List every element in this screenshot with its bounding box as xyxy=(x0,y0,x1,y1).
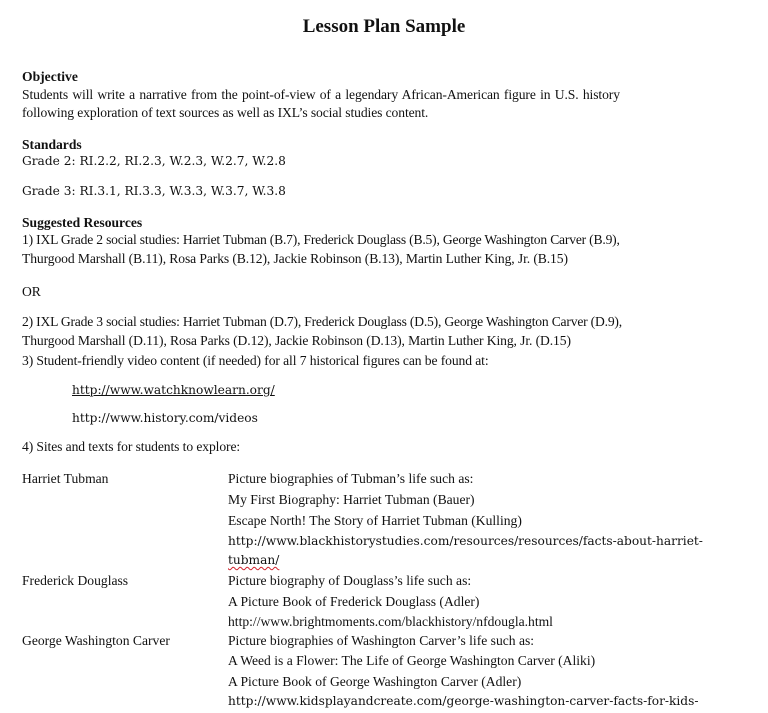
objective-heading: Objective xyxy=(22,69,78,84)
standards-grade-3: Grade 3: RI.3.1, RI.3.3, W.3.3, W.3.7, W.3.8 xyxy=(22,184,286,198)
resource-item-4: 4) Sites and texts for students to explore: xyxy=(22,439,241,454)
figure-text-line: Picture biographies of Tubman’s life such as: xyxy=(228,471,474,486)
figure-text-line: Picture biography of Douglass’s life such as: xyxy=(228,573,472,588)
objective-text-line: Students will write a narrative from the point-of-view of a legendary African-American figure in U.S. history xyxy=(22,87,620,102)
standards-grade-2: Grade 2: RI.2.2, RI.2.3, W.2.3, W.2.7, W.2.8 xyxy=(22,154,286,168)
figure-link[interactable]: http://www.kidsplayandcreate.com/george-washington-carver-facts-for-kids- xyxy=(228,694,699,708)
figure-name: George Washington Carver xyxy=(22,633,170,648)
book-title-escape-north: Escape North! The Story of Harriet Tubman (Kulling) xyxy=(228,513,522,528)
figure-text-line: A Picture Book of George Washington Carver (Adler) xyxy=(228,674,522,689)
resource-item-1-line: 1) IXL Grade 2 social studies: Harriet Tubman (B.7), Frederick Douglass (B.5), George Washington Carver (B.9), xyxy=(22,232,620,247)
resource-item-1-line: Thurgood Marshall (B.11), Rosa Parks (B.12), Jackie Robinson (B.13), Martin Luther King, Jr. (B.15) xyxy=(22,251,568,266)
page-title: Lesson Plan Sample xyxy=(302,16,466,37)
figure-text-line: A Picture Book of Frederick Douglass (Adler) xyxy=(228,594,480,609)
objective-text-line: following exploration of text sources as well as IXL’s social studies content. xyxy=(22,105,429,120)
figure-text-line: Picture biographies of Washington Carver’s life such as: xyxy=(228,633,535,648)
figure-link[interactable]: http://www.brightmoments.com/blackhistory/nfdougla.html xyxy=(228,614,553,629)
figure-text-line xyxy=(228,513,522,529)
standards-heading: Standards xyxy=(22,137,82,152)
spellcheck-underline-word: tubman/ xyxy=(228,553,280,567)
figure-text-line: My First Biography: Harriet Tubman (Bauer) xyxy=(228,492,475,507)
figure-link[interactable]: http://www.blackhistorystudies.com/resources/resources/facts-about-harriet- xyxy=(228,534,703,548)
figure-name: Harriet Tubman xyxy=(22,471,109,486)
figure-link-continued[interactable] xyxy=(228,553,279,567)
resource-item-3: 3) Student-friendly video content (if needed) for all 7 historical figures can be found at: xyxy=(22,353,489,368)
resource-item-2-line: 2) IXL Grade 3 social studies: Harriet Tubman (D.7), Frederick Douglass (D.5), George Washington Carver (D.9), xyxy=(22,314,622,329)
resource-or-separator: OR xyxy=(22,284,41,299)
figure-text-line: A Weed is a Flower: The Life of George Washington Carver (Aliki) xyxy=(228,653,596,668)
link-watchknowlearn[interactable]: http://www.watchknowlearn.org/ xyxy=(72,383,275,397)
link-history-videos[interactable]: http://www.history.com/videos xyxy=(72,411,258,425)
figure-name: Frederick Douglass xyxy=(22,573,129,588)
resources-heading: Suggested Resources xyxy=(22,215,143,230)
resource-item-2-line: Thurgood Marshall (D.11), Rosa Parks (D.12), Jackie Robinson (D.13), Martin Luther King, Jr. (D.15) xyxy=(22,333,571,348)
